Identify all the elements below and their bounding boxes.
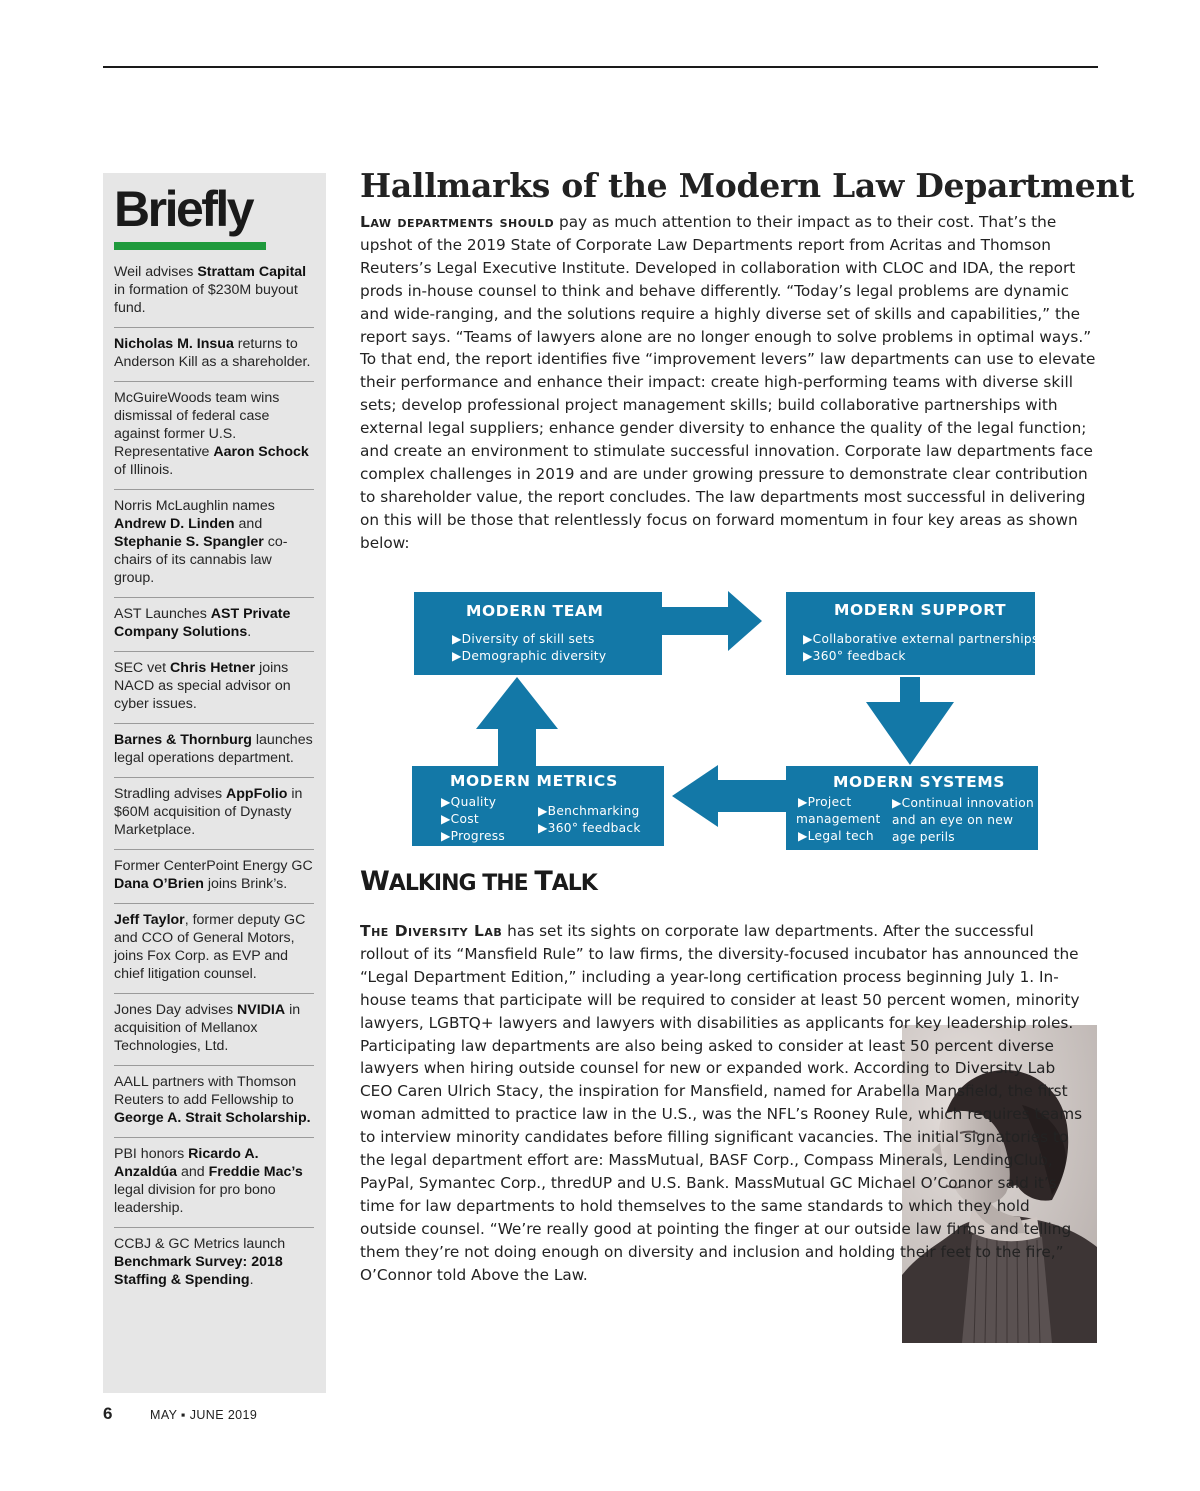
sidebar-item — [114, 598, 314, 652]
sidebar-item-highlight: AST Private Company Solutions — [114, 606, 291, 640]
sidebar-item-text: joins NACD as special advisor on cyber issues. — [114, 660, 291, 712]
section2-body: has set its sights on corporate law departments. After the successful rollout of its “Mansfield Rule” to law firms, the diversity-focused incubator has announced the “Legal Department Edition,” including a year-long certification process beginning July 1. In-house teams that participate will be required to consider at least 50 percent women, minority lawyers, LGBTQ+ lawyers and lawyers with disabilities as applicants for key leadership roles. Participating law departments are also being asked to consider at least 50 percent diverse lawyers when hiring outside counsel for new or expanded work. According to Diversity Lab CEO Caren Ulrich Stacy, the inspiration for Mansfield, named for Arabella Mansfield, the first woman admitted to practice law in the U.S., was the NFL’s Rooney Rule, which requires teams to interview minority candidates before filling significant vacancies. The initial signatories to the legal department effort are: MassMutual, BASF Corp., Compass Minerals, LendingClub, PayPal, Symantec Corp., thredUP and U.S. Bank. MassMutual GC Michael O’Connor said it’s time for law departments to hold themselves to the same standards to which they hold outside counsel. “We’re really good at pointing the finger at our outside law firms and telling them they’re not doing enough on diversity and inclusion and holding their feet to the fire,” O’Connor told Above the Law. — [360, 922, 1083, 1284]
sidebar-item — [114, 328, 314, 382]
box-modern-support — [786, 592, 1039, 675]
box-item: ▶360° feedback — [538, 821, 641, 835]
sidebar-item-text: returns to Anderson Kill as a shareholder. — [114, 336, 311, 370]
box-item: ▶Collaborative external partnerships — [803, 632, 1039, 646]
sidebar-item — [114, 1066, 314, 1138]
box-item: age perils — [892, 830, 955, 844]
sidebar-item-text: of Illinois. — [114, 462, 174, 478]
sidebar-item-highlight: Jeff Taylor — [114, 912, 185, 928]
sidebar-item — [114, 652, 314, 724]
sidebar-item-text: Stradling advises — [114, 786, 226, 802]
sidebar-item-highlight: Aaron Schock — [213, 444, 309, 460]
arrow-up — [476, 677, 558, 767]
box-item: ▶360° feedback — [803, 649, 906, 663]
briefly-sidebar — [103, 173, 326, 1393]
box-item: ▶Continual innovation — [892, 796, 1035, 810]
section-heading — [360, 866, 597, 897]
box-title: MODERN SUPPORT — [834, 601, 1007, 619]
sidebar-item-text: Jones Day advises — [114, 1002, 238, 1018]
box-item: ▶Progress — [441, 829, 506, 843]
box-item: ▶Legal tech — [798, 829, 874, 843]
box-item: ▶Diversity of skill sets — [452, 632, 595, 646]
sidebar-title: Briefly — [114, 181, 253, 237]
box-modern-metrics — [412, 766, 664, 846]
article-intro — [360, 211, 1100, 555]
article-body: pay as much attention to their impact as to their cost. That’s the upshot of the 2019 State of Corporate Law Departments report from Acritas and Thomson Reuters’s Legal Executive Institute. Developed in collaboration with CLOC and IDA, the report prods in-house counsel to think and behave differently. “Today’s legal problems are dynamic and wide-ranging, and the solutions require a highly diverse set of skills and capabilities,” the report says. “Teams of lawyers alone are no longer enough to solve problems in optimal ways.” To that end, the report identifies five “improvement levers” law departments can use to elevate their performance and enhance their impact: create high-performing teams with diverse skill sets; develop professional project management skills; build collaborative partnerships with external legal suppliers; enhance gender diversity to enhance the quality of the legal function; and create an environment to stimulate successful innovation. Corporate law departments face complex challenges in 2019 and are under growing pressure to demonstrate clear contribution to shareholder value, the report concludes. The law departments most successful in delivering on this will be those that relentlessly focus on forward momentum in four key areas as shown below: — [360, 213, 1096, 552]
sidebar-item-text: in $60M acquisition of Dynasty Marketplace. — [114, 786, 303, 838]
heading-initial: T — [534, 866, 552, 897]
sidebar-item-highlight: George A. Strait Scholarship. — [114, 1110, 311, 1126]
arrow-down — [866, 677, 954, 765]
sidebar-item-text: CCBJ & GC Metrics launch — [114, 1236, 286, 1252]
box-modern-team — [414, 592, 662, 675]
sidebar-item-highlight: Ricardo A. Anzaldúa — [114, 1146, 259, 1180]
section2-lead: The Diversity Lab — [360, 922, 503, 940]
arrow-left — [672, 765, 788, 827]
sidebar-item-highlight: Chris Hetner — [169, 660, 256, 676]
page-number: 6 — [103, 1404, 113, 1423]
box-title: MODERN SYSTEMS — [833, 773, 1006, 791]
sidebar-item-highlight: Dana O’Brien — [114, 876, 204, 892]
sidebar-item-text: Norris McLaughlin names — [114, 498, 275, 514]
sidebar-item — [114, 994, 314, 1066]
article-lead: Law departments should — [360, 213, 555, 231]
heading-initial: W — [360, 866, 389, 897]
section2-text — [360, 920, 1085, 1287]
article-headline: Hallmarks of the Modern Law Department — [360, 166, 1135, 205]
sidebar-item — [114, 382, 314, 490]
issue-date: MAY ▪ JUNE 2019 — [150, 1408, 258, 1422]
box-modern-systems — [786, 766, 1038, 850]
sidebar-item-text: co-chairs of its cannabis law group. — [114, 534, 288, 586]
box-item: ▶Project — [798, 795, 852, 809]
sidebar-list — [114, 263, 314, 1299]
sidebar-item — [114, 904, 314, 994]
box-item: and an eye on new — [892, 813, 1014, 827]
sidebar-item-text: Former CenterPoint Energy GC — [114, 858, 313, 874]
sidebar-item-highlight: Stephanie S. Spangler — [114, 534, 264, 550]
sidebar-item — [114, 263, 314, 328]
sidebar-accent-bar — [114, 242, 266, 250]
box-item: ▶Demographic diversity — [452, 649, 607, 663]
sidebar-item-highlight: Barnes & Thornburg — [114, 732, 252, 748]
sidebar-item-text: , former deputy GC and CCO of General Motors, joins Fox Corp. as EVP and chief litigation counsel. — [114, 912, 306, 982]
sidebar-item-text: Weil advises — [114, 264, 198, 280]
heading-smallcaps: ALKING THE — [388, 871, 535, 896]
sidebar-item — [114, 778, 314, 850]
sidebar-item-highlight: Freddie Mac’s — [208, 1164, 303, 1180]
sidebar-item-text: in formation of $230M buyout fund. — [114, 282, 298, 316]
sidebar-item — [114, 490, 314, 598]
sidebar-item-highlight: AppFolio — [225, 786, 288, 802]
arrow-right — [662, 591, 762, 651]
sidebar-item-text: and — [234, 516, 263, 532]
box-title: MODERN TEAM — [466, 602, 604, 620]
sidebar-item — [114, 724, 314, 778]
sidebar-item — [114, 1138, 314, 1228]
sidebar-item — [114, 1228, 314, 1299]
sidebar-item-text: launches legal operations department. — [114, 732, 313, 766]
sidebar-item-highlight: NVIDIA — [237, 1002, 286, 1018]
sidebar-item-text: AALL partners with Thomson Reuters to add Fellowship to — [114, 1074, 297, 1108]
sidebar-item-text: in acquisition of Mellanox Technologies, Ltd. — [114, 1002, 301, 1054]
sidebar-item-highlight: Andrew D. Linden — [114, 516, 235, 532]
sidebar-item-highlight: Benchmark Survey: 2018 Staffing & Spending — [114, 1254, 283, 1288]
sidebar-item-text: AST Launches — [114, 606, 211, 622]
box-item: ▶Quality — [441, 795, 497, 809]
heading-smallcaps: ALK — [551, 871, 597, 896]
sidebar-item — [114, 850, 314, 904]
sidebar-item-highlight: Strattam Capital — [197, 264, 307, 280]
sidebar-item-text: . — [247, 624, 252, 640]
sidebar-item-text: legal division for pro bono leadership. — [114, 1182, 276, 1216]
sidebar-item-text: joins Brink’s. — [203, 876, 288, 892]
sidebar-item-text: PBI honors — [114, 1146, 189, 1162]
top-rule — [103, 66, 1098, 68]
box-item: ▶Benchmarking — [538, 804, 640, 818]
sidebar-item-text: . — [249, 1272, 254, 1288]
sidebar-item-highlight: Nicholas M. Insua — [114, 336, 234, 352]
sidebar-item-text: McGuireWoods team wins dismissal of federal case against former U.S. Representative — [114, 390, 280, 460]
box-item: ▶Cost — [441, 812, 479, 826]
box-item: management — [796, 812, 881, 826]
sidebar-item-text: and — [177, 1164, 209, 1180]
sidebar-item-text: SEC vet — [114, 660, 170, 676]
four-areas-diagram — [410, 587, 1040, 855]
box-title: MODERN METRICS — [450, 772, 618, 790]
